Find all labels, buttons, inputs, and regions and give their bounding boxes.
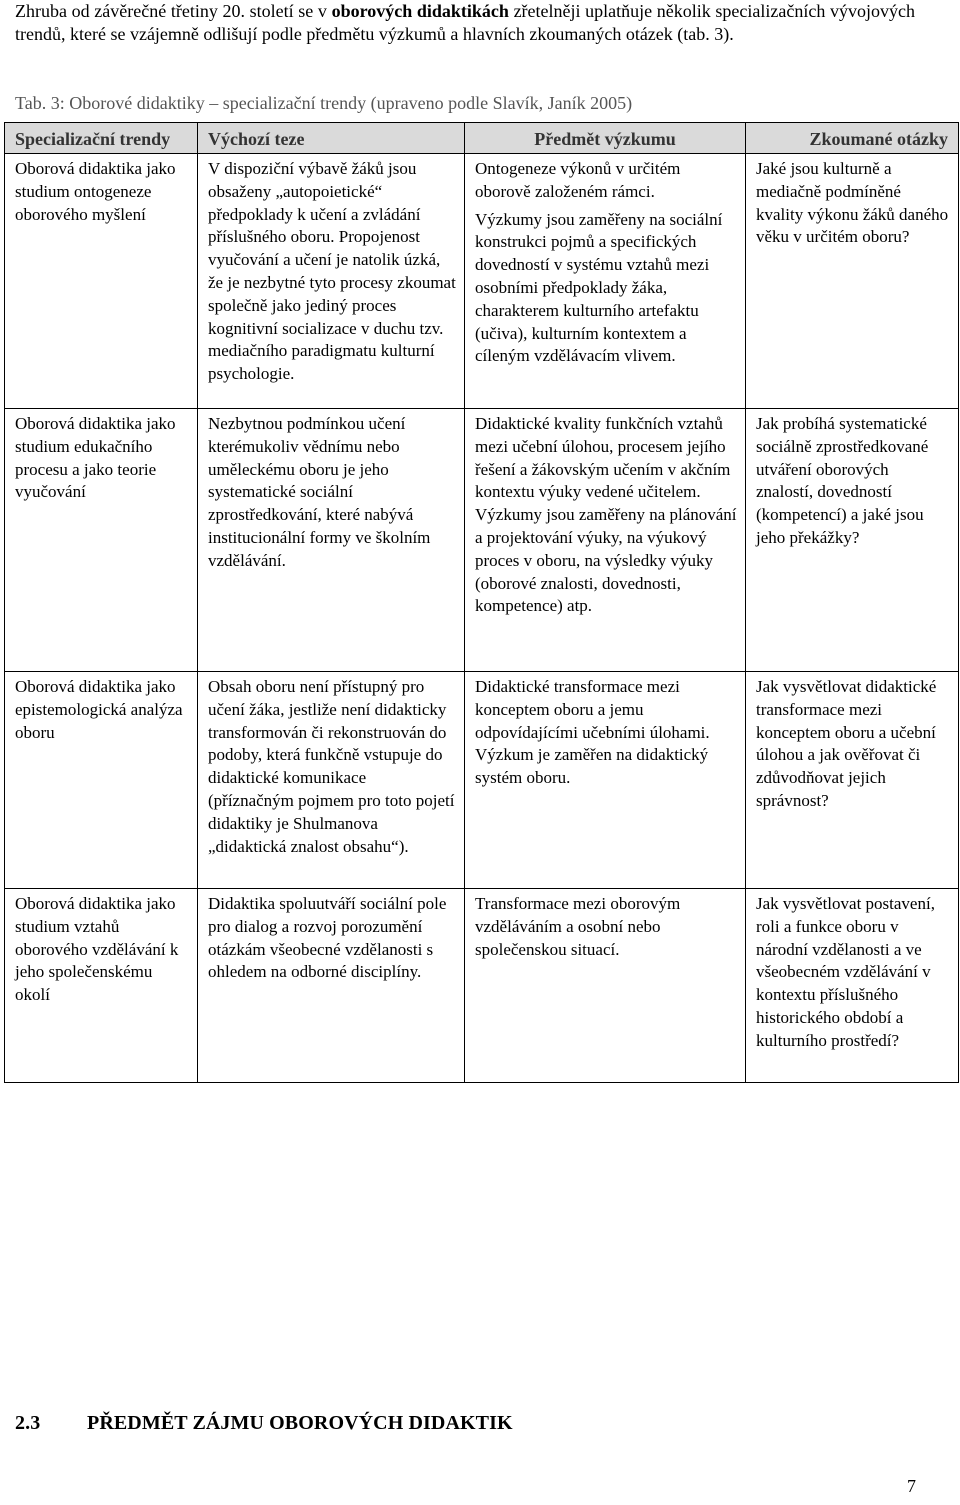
trend-cell xyxy=(5,672,198,889)
question-text: Jak vysvětlovat postavení, roli a funkce oboru v národní vzdělanosti a ve všeobecném vzdělávání v kontextu příslušného historického období a kulturního prostředí? xyxy=(756,894,935,1050)
thesis-text: Nezbytnou podmínkou učení kterémukoliv vědnímu nebo uměleckému oboru je jeho systematické sociální zprostředkování, které nabývá institucionální formy ve školním vzdělávání. xyxy=(208,414,431,570)
question-text: Jak probíhá systematické sociálně zprostředkované utváření oborových znalostí, dovedností (kompetencí) a jaké jsou jeho překážky? xyxy=(756,414,929,547)
thesis-text: Didaktika spoluutváří sociální pole pro dialog a rozvoj porozumění otázkám všeobecné vzdělanosti s ohledem na odborné disciplíny. xyxy=(208,894,447,982)
subject-cell xyxy=(465,409,746,672)
question-text: Jak vysvětlovat didaktické transformace mezi konceptem oboru a učební úlohou a jak ověřovat či zdůvodňovat jejich správnost? xyxy=(756,677,937,810)
subject-text: Transformace mezi oborovým vzděláváním a osobní nebo společenskou situací. xyxy=(475,894,681,959)
trend-cell xyxy=(5,889,198,1083)
subject-text: Didaktické kvality funkčních vztahů mezi učební úlohou, procesem jejího řešení a žákovským učením v akčním kontextu výuky vedené učitelem. Výzkumy jsou zaměřeny na plánování a projektování výuky, na výukový proces v oboru, na výsledky výuky (oborové znalosti, dovednosti, kompetence) atp. xyxy=(475,414,737,616)
table-row xyxy=(5,154,959,409)
thesis-text: V dispoziční výbavě žáků jsou obsaženy „autopoietické“ předpoklady k učení a zvládání příslušného oboru. Propojenost vyučování a učení je natolik úzká, že je nezbytné tyto procesy zkoumat společně jako jediný proces kognitivní socializace v duchu tzv. mediačního paradigmatu kulturní psychologie. xyxy=(208,159,456,384)
table-row xyxy=(5,409,959,672)
header-trends: Specializační trendy xyxy=(5,123,198,154)
header-subject: Předmět výzkumu xyxy=(465,123,746,154)
trend-text: Oborová didaktika jako studium vztahů oborového vzdělávání k jeho společenskému okolí xyxy=(15,894,179,1005)
intro-bold-term: oborových didaktikách xyxy=(331,1,509,21)
question-text: Jaké jsou kulturně a mediačně podmíněné kvality výkonu žáků daného věku v určitém oboru? xyxy=(756,159,949,247)
question-cell xyxy=(746,154,959,409)
thesis-cell xyxy=(198,672,465,889)
section-number: 2.3 xyxy=(15,1412,41,1434)
subject-cell xyxy=(465,672,746,889)
header-thesis: Výchozí teze xyxy=(198,123,465,154)
header-questions: Zkoumané otázky xyxy=(746,123,959,154)
question-cell xyxy=(746,409,959,672)
question-cell xyxy=(746,672,959,889)
trend-text: Oborová didaktika jako studium ontogeneze oborového myšlení xyxy=(15,159,176,224)
thesis-cell xyxy=(198,889,465,1083)
section-heading xyxy=(15,1412,513,1435)
trend-text: Oborová didaktika jako epistemologická analýza oboru xyxy=(15,677,183,742)
intro-text-part2: zřetelněji uplatňuje několik specializačních vývojových trendů, které se vzájemně odlišují podle předmětu výzkumů a hlavních zkoumaných otázek (tab. 3). xyxy=(15,1,915,44)
trend-cell xyxy=(5,409,198,672)
subject-cell xyxy=(465,889,746,1083)
table-row xyxy=(5,672,959,889)
trend-cell xyxy=(5,154,198,409)
subject-text-second: Výzkumy jsou zaměřeny na sociální konstrukci pojmů a specifických dovedností v systému vztahů mezi osobními předpoklady žáka, charakterem kulturního artefaktu (učiva), kulturním kontextem a cíleným vzdělávacím vlivem. xyxy=(475,209,723,366)
specialization-trends-table xyxy=(4,122,959,1083)
page-number: 7 xyxy=(907,1476,916,1496)
intro-paragraph xyxy=(15,0,915,46)
table-row xyxy=(5,889,959,1083)
thesis-cell xyxy=(198,409,465,672)
table-caption: Tab. 3: Oborové didaktiky – specializační trendy (upraveno podle Slavík, Janík 2005) xyxy=(15,93,633,113)
subject-text: Didaktické transformace mezi konceptem oboru a jemu odpovídajícími učebními úlohami. Výzkum je zaměřen na didaktický systém oboru. xyxy=(475,677,710,788)
thesis-text: Obsah oboru není přístupný pro učení žáka, jestliže není didakticky transformován či rekonstruován do podoby, která funkčně vstupuje do didaktické komunikace (příznačným pojmem pro toto pojetí didaktiky je Shulmanova „didaktická znalost obsahu“). xyxy=(208,677,455,856)
intro-text-part1: Zhruba od závěrečné třetiny 20. století se v xyxy=(15,1,332,21)
subject-cell xyxy=(465,154,746,409)
table-header-row xyxy=(5,123,959,154)
thesis-cell xyxy=(198,154,465,409)
trend-text: Oborová didaktika jako studium edukačního procesu a jako teorie vyučování xyxy=(15,414,176,502)
question-cell xyxy=(746,889,959,1083)
subject-text: Ontogeneze výkonů v určitém oborově založeném rámci. xyxy=(475,159,681,201)
section-title: PŘEDMĚT ZÁJMU OBOROVÝCH DIDAKTIK xyxy=(87,1412,513,1434)
